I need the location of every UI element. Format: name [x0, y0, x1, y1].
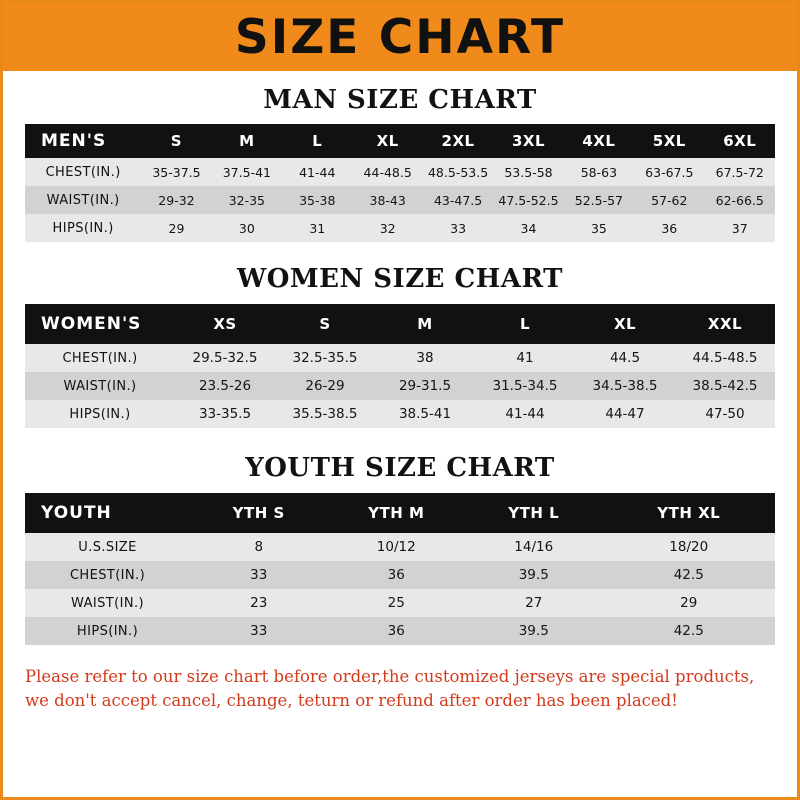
cell: 14/16	[514, 539, 554, 555]
cell: 48.5-53.5	[427, 164, 489, 180]
cell: 29	[680, 595, 698, 611]
table-row	[25, 158, 775, 186]
youth-header-cell: YOUTH	[41, 503, 112, 523]
man-section	[3, 85, 797, 242]
footer-note	[3, 665, 797, 713]
cell: 41-44	[299, 164, 336, 180]
cell: 29.5-32.5	[192, 350, 258, 366]
cell: 44-47	[605, 406, 645, 422]
cell: 25	[387, 595, 405, 611]
youth-section-title: YOUTH SIZE CHART	[245, 453, 555, 483]
cell: 18/20	[669, 539, 709, 555]
cell: 52.5-57	[574, 192, 624, 208]
cell: 39.5	[518, 623, 549, 639]
cell: 32.5-35.5	[292, 350, 358, 366]
cell: 36	[387, 567, 405, 583]
cell: 34	[520, 220, 537, 236]
youth-table-body	[25, 533, 775, 645]
cell: 62-66.5	[715, 192, 764, 208]
row-label: WAIST(IN.)	[46, 192, 120, 208]
row-label: U.S.SIZE	[78, 539, 137, 555]
cell: 67.5-72	[715, 164, 764, 180]
row-label: WAIST(IN.)	[71, 595, 144, 611]
women-header-cell: XS	[213, 315, 237, 333]
row-label: HIPS(IN.)	[69, 406, 131, 422]
cell: 35-38	[299, 192, 336, 208]
cell: 53.5-58	[504, 164, 553, 180]
cell: 32-35	[228, 192, 266, 208]
youth-header-cell: YTH S	[232, 504, 285, 522]
youth-section	[3, 453, 797, 645]
row-label: HIPS(IN.)	[76, 623, 139, 639]
cell: 38.5-42.5	[692, 378, 758, 394]
women-header-cell: XL	[613, 315, 637, 333]
cell: 32	[379, 220, 396, 236]
man-table-body	[25, 158, 775, 242]
cell: 39.5	[518, 567, 549, 583]
man-header-cell: XL	[376, 132, 399, 150]
women-header-cell: L	[519, 315, 531, 333]
women-header-cell: M	[417, 315, 433, 333]
women-table-head	[25, 304, 775, 344]
cell: 43-47.5	[433, 192, 483, 208]
cell: 36	[387, 623, 405, 639]
cell: 47-50	[705, 406, 745, 422]
cell: 38.5-41	[398, 406, 452, 422]
footer-note-line-2: we don't accept cancel, change, teturn or refund after order has been placed!	[25, 690, 678, 710]
cell: 44.5	[609, 350, 641, 366]
cell: 37	[731, 220, 748, 236]
man-table-head	[25, 124, 775, 158]
cell: 35-37.5	[152, 164, 201, 180]
table-row	[25, 344, 775, 372]
row-label: WAIST(IN.)	[63, 378, 137, 394]
cell: 23.5-26	[198, 378, 252, 394]
women-header-row	[25, 304, 775, 344]
cell: 44.5-48.5	[692, 350, 758, 366]
women-section	[3, 264, 797, 428]
table-row	[25, 561, 775, 589]
man-header-cell: M	[239, 132, 255, 150]
cell: 33	[450, 220, 467, 236]
cell: 35	[590, 220, 607, 236]
cell: 10/12	[376, 539, 416, 555]
cell: 42.5	[673, 623, 704, 639]
cell: 63-67.5	[645, 164, 694, 180]
table-row	[25, 400, 775, 428]
cell: 35.5-38.5	[292, 406, 358, 422]
man-header-cell: 5XL	[652, 132, 686, 150]
cell: 31	[309, 220, 326, 236]
cell: 41-44	[505, 406, 545, 422]
youth-header-cell: YTH XL	[657, 504, 721, 522]
header-bar	[3, 3, 797, 71]
table-row	[25, 186, 775, 214]
cell: 47.5-52.5	[498, 192, 559, 208]
table-row	[25, 214, 775, 242]
cell: 36	[661, 220, 678, 236]
cell: 33	[250, 567, 268, 583]
man-section-title: MAN SIZE CHART	[263, 85, 537, 115]
row-label: HIPS(IN.)	[52, 220, 114, 236]
cell: 33	[250, 623, 268, 639]
cell: 38	[416, 350, 434, 366]
cell: 31.5-34.5	[492, 378, 558, 394]
cell: 34.5-38.5	[592, 378, 658, 394]
youth-size-table	[25, 493, 775, 645]
table-row	[25, 533, 775, 561]
women-header-cell: WOMEN'S	[41, 314, 142, 334]
table-row	[25, 372, 775, 400]
cell: 42.5	[673, 567, 704, 583]
cell: 23	[250, 595, 268, 611]
cell: 38-43	[369, 192, 406, 208]
cell: 8	[254, 539, 264, 555]
cell: 37.5-41	[222, 164, 271, 180]
cell: 29	[168, 220, 185, 236]
footer-note-line-1: Please refer to our size chart before order,the customized jerseys are special products,	[25, 667, 755, 686]
cell: 30	[238, 220, 255, 236]
cell: 44-48.5	[363, 164, 412, 180]
women-header-cell: S	[319, 315, 331, 333]
table-row	[25, 617, 775, 645]
cell: 33-35.5	[198, 406, 252, 422]
women-header-cell: XXL	[707, 315, 743, 333]
page-title: SIZE CHART	[234, 9, 566, 65]
cell: 58-63	[580, 164, 618, 180]
cell: 29-32	[158, 192, 195, 208]
row-label: CHEST(IN.)	[45, 164, 121, 180]
youth-table-head	[25, 493, 775, 533]
man-header-cell: S	[170, 132, 183, 150]
youth-header-row	[25, 493, 775, 533]
man-header-row	[25, 124, 775, 158]
women-section-title: WOMEN SIZE CHART	[237, 264, 563, 294]
table-row	[25, 589, 775, 617]
cell: 26-29	[305, 378, 345, 394]
women-table-body	[25, 344, 775, 428]
row-label: CHEST(IN.)	[69, 567, 146, 583]
cell: 27	[525, 595, 543, 611]
row-label: CHEST(IN.)	[62, 350, 138, 366]
cell: 41	[516, 350, 534, 366]
man-header-cell: 3XL	[511, 132, 546, 150]
cell: 29-31.5	[398, 378, 452, 394]
man-header-cell: 6XL	[723, 132, 757, 150]
man-size-table	[25, 124, 775, 242]
women-size-table	[25, 304, 775, 428]
man-header-cell: 2XL	[441, 132, 475, 150]
youth-header-cell: YTH M	[368, 504, 425, 522]
man-header-cell: MEN'S	[41, 131, 107, 151]
cell: 57-62	[651, 192, 688, 208]
youth-header-cell: YTH L	[508, 504, 560, 522]
man-header-cell: L	[312, 132, 323, 150]
man-header-cell: 4XL	[582, 132, 616, 150]
